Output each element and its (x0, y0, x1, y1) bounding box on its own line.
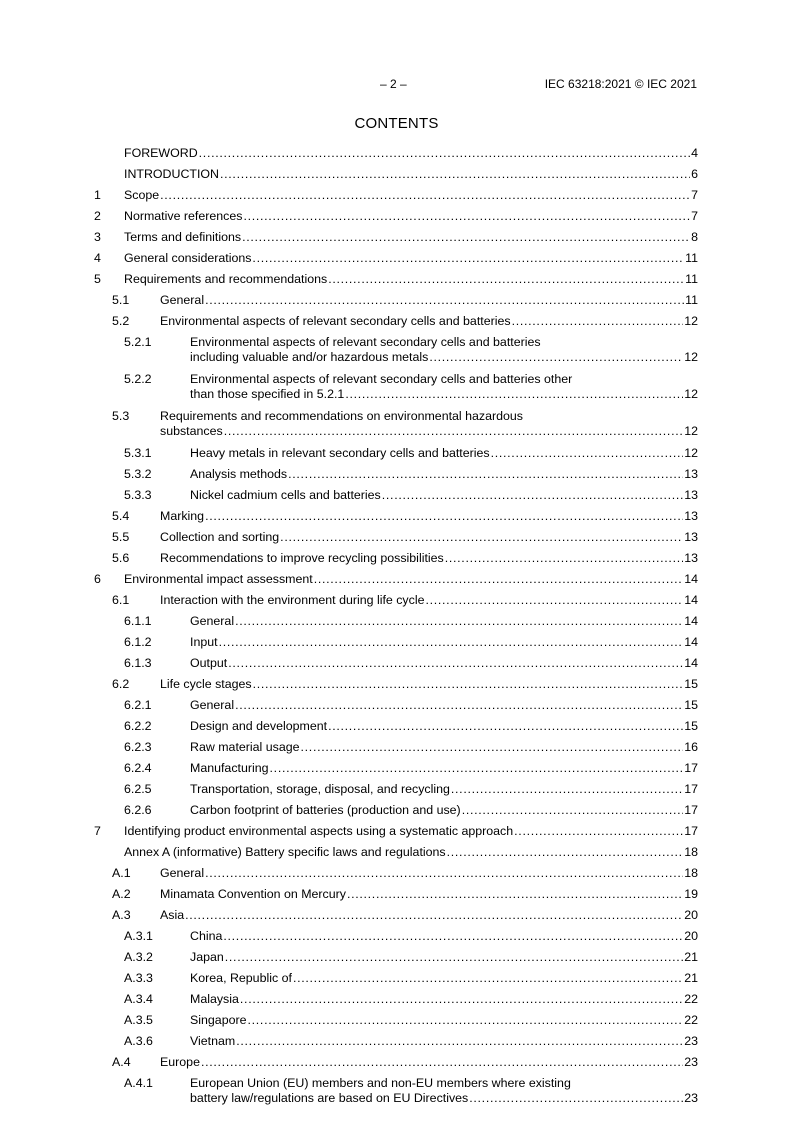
dot-leader (451, 782, 683, 797)
toc-entry-title: Korea, Republic of (190, 971, 292, 985)
toc-page-number: 19 (684, 887, 698, 901)
dot-leader (270, 761, 684, 776)
toc-page-number: 7 (691, 188, 698, 202)
toc-entry-title: Japan (190, 950, 224, 964)
toc-entry[interactable] (94, 761, 698, 776)
toc-page-number: 18 (684, 845, 698, 859)
toc-entry[interactable] (94, 446, 698, 461)
dot-leader (491, 446, 684, 461)
dot-leader (328, 272, 684, 287)
toc-page-number: 22 (684, 992, 698, 1006)
dot-leader (347, 887, 683, 902)
toc-page-number: 17 (684, 803, 698, 817)
toc-page-number: 11 (685, 251, 698, 265)
toc-entry[interactable] (94, 866, 698, 881)
toc-entry[interactable] (94, 293, 698, 308)
toc-entry-title: Environmental aspects of relevant secondary cells and batteries (160, 314, 511, 328)
toc-page-number: 22 (684, 1013, 698, 1027)
toc-entry-number: A.3.2 (124, 950, 153, 964)
toc-entry[interactable] (94, 1013, 698, 1028)
dot-leader (429, 350, 683, 365)
dot-leader (228, 656, 683, 671)
toc-page-number: 13 (684, 551, 698, 565)
toc-page-number: 11 (685, 272, 698, 286)
toc-entry-title: Singapore (190, 1013, 247, 1027)
toc-entry-number: A.3.3 (124, 971, 153, 985)
toc-entry-number: 5.3.3 (124, 488, 152, 502)
toc-entry-title: Manufacturing (190, 761, 269, 775)
document-id: IEC 63218:2021 © IEC 2021 (544, 77, 697, 91)
toc-entry[interactable] (94, 740, 698, 755)
toc-entry-number: 6.2.1 (124, 698, 152, 712)
toc-page-number: 13 (684, 530, 698, 544)
toc-entry-number: 1 (94, 188, 101, 202)
toc-page-number: 15 (684, 698, 698, 712)
dot-leader (160, 188, 690, 203)
toc-page-number: 23 (684, 1034, 698, 1048)
toc-entry-title: General (160, 293, 205, 307)
toc-page-number: 21 (684, 950, 698, 964)
toc-entry-number: A.2 (112, 887, 131, 901)
dot-leader (328, 719, 683, 734)
toc-entry-title: Recommendations to improve recycling possibilities (160, 551, 444, 565)
toc-entry-title: Input (190, 635, 218, 649)
dot-leader (382, 488, 683, 503)
toc-entry-title: Nickel cadmium cells and batteries (190, 488, 381, 502)
toc-entry-number: A.4.1 (124, 1076, 153, 1090)
toc-entry-title: General considerations (124, 251, 252, 265)
toc-entry-number: A.3 (112, 908, 131, 922)
toc-entry-title: Design and development (190, 719, 328, 733)
toc-page-number: 8 (691, 230, 698, 244)
toc-entry-title: Heavy metals in relevant secondary cells and batteries (190, 446, 490, 460)
dot-leader (236, 1034, 683, 1049)
toc-entry-number (94, 146, 124, 161)
dot-leader (469, 1091, 683, 1106)
toc-entry-title: battery law/regulations are based on EU Directives (190, 1091, 469, 1105)
toc-entry-title: Requirements and recommendations (124, 272, 328, 286)
toc-entry-number: 5.3 (112, 409, 130, 423)
toc-entry[interactable] (94, 950, 698, 965)
toc-entry[interactable] (94, 992, 698, 1007)
dot-leader (280, 530, 683, 545)
toc-entry[interactable] (94, 698, 698, 713)
toc-entry-title: substances (160, 424, 223, 438)
toc-entry[interactable] (94, 167, 698, 182)
toc-page-number: 4 (691, 146, 698, 160)
toc-entry[interactable] (94, 209, 698, 224)
dot-leader (288, 467, 683, 482)
toc-page-number: 12 (684, 387, 698, 401)
toc-entry[interactable] (94, 488, 698, 503)
dot-leader (445, 551, 683, 566)
page-header (0, 77, 793, 93)
toc-entry-title: Requirements and recommendations on environmental hazardous (160, 409, 523, 423)
toc-page-number: 7 (691, 209, 698, 223)
toc-entry-title: Malaysia (190, 992, 239, 1006)
toc-entry-number: 5.5 (112, 530, 130, 544)
toc-entry-number (94, 845, 124, 860)
toc-entry[interactable] (94, 908, 698, 923)
toc-page-number: 23 (684, 1091, 698, 1105)
toc-page-number: 12 (684, 424, 698, 438)
toc-page-number: 14 (684, 593, 698, 607)
toc-entry[interactable] (94, 971, 698, 986)
dot-leader (240, 992, 683, 1007)
toc-entry-number: 6.2.3 (124, 740, 152, 754)
toc-entry[interactable] (94, 929, 698, 944)
toc-entry-title: European Union (EU) members and non-EU members where existing (190, 1076, 571, 1090)
toc-entry-title: China (190, 929, 223, 943)
dot-leader (301, 740, 684, 755)
toc-entry-title: Minamata Convention on Mercury (160, 887, 346, 901)
toc-entry[interactable] (94, 188, 698, 203)
dot-leader (462, 803, 684, 818)
toc-entry[interactable] (94, 572, 698, 587)
toc-entry-number: 5 (94, 272, 101, 286)
toc-page-number: 12 (684, 446, 698, 460)
toc-entry-number: 5.2.1 (124, 335, 152, 349)
toc-entry[interactable] (94, 887, 698, 902)
toc-page-number: 13 (684, 467, 698, 481)
dot-leader (199, 146, 690, 161)
toc-entry-number: 6.2.2 (124, 719, 152, 733)
toc-page-number: 23 (684, 1055, 698, 1069)
dot-leader (243, 209, 690, 224)
toc-entry-number: 6.1.2 (124, 635, 152, 649)
toc-entry-number (94, 167, 124, 182)
toc-entry-number: 6.2 (112, 677, 130, 691)
toc-entry[interactable] (94, 551, 698, 566)
dot-leader (220, 167, 690, 182)
dot-leader (205, 509, 683, 524)
dot-leader (225, 950, 683, 965)
toc-entry-title: FOREWORD (124, 146, 198, 160)
toc-entry-number: A.3.5 (124, 1013, 153, 1027)
toc-entry[interactable] (94, 146, 698, 161)
toc-entry-number: 6 (94, 572, 101, 586)
toc-entry[interactable] (94, 314, 698, 329)
toc-entry[interactable] (94, 803, 698, 818)
toc-entry[interactable] (94, 409, 698, 439)
toc-entry-title: Collection and sorting (160, 530, 280, 544)
dot-leader (205, 866, 683, 881)
toc-page-number: 13 (684, 488, 698, 502)
dot-leader (223, 929, 683, 944)
dot-leader (242, 230, 690, 245)
toc-page-number: 12 (684, 350, 698, 364)
dot-leader (235, 614, 683, 629)
dot-leader (514, 824, 683, 839)
dot-leader (253, 677, 684, 692)
dot-leader (345, 387, 683, 402)
dot-leader (185, 908, 683, 923)
toc-entry-number: 5.3.2 (124, 467, 152, 481)
toc-entry[interactable] (94, 845, 698, 860)
toc-entry[interactable] (94, 614, 698, 629)
toc-entry[interactable] (94, 1076, 698, 1106)
toc-entry-number: 5.6 (112, 551, 130, 565)
toc-entry[interactable] (94, 509, 698, 524)
toc-page-number: 13 (684, 509, 698, 523)
toc-page-number: 18 (684, 866, 698, 880)
toc-entry-title: including valuable and/or hazardous metals (190, 350, 429, 364)
toc-entry-number: 6.2.6 (124, 803, 152, 817)
toc-entry-number: A.3.6 (124, 1034, 153, 1048)
toc-entry[interactable] (94, 656, 698, 671)
toc-page-number: 21 (684, 971, 698, 985)
toc-page-number: 17 (684, 824, 698, 838)
toc-entry[interactable] (94, 251, 698, 266)
toc-entry[interactable] (94, 467, 698, 482)
toc-entry-number: 6.2.5 (124, 782, 152, 796)
toc-entry-number: 5.2 (112, 314, 130, 328)
dot-leader (252, 251, 684, 266)
toc-entry-title: General (190, 614, 235, 628)
toc-entry-title: Carbon footprint of batteries (production and use) (190, 803, 461, 817)
dot-leader (235, 698, 683, 713)
toc-entry-title: Vietnam (190, 1034, 236, 1048)
toc-entry-title: Identifying product environmental aspects using a systematic approach (124, 824, 514, 838)
toc-entry[interactable] (94, 635, 698, 650)
toc-page-number: 12 (684, 314, 698, 328)
toc-entry-number: 2 (94, 209, 101, 223)
toc-entry-number: 4 (94, 251, 101, 265)
toc-entry-title: Raw material usage (190, 740, 300, 754)
toc-entry-number: 6.2.4 (124, 761, 152, 775)
toc-entry[interactable] (94, 530, 698, 545)
toc-page-number: 14 (684, 656, 698, 670)
toc-entry[interactable] (94, 677, 698, 692)
toc-page-number: 14 (684, 572, 698, 586)
toc-entry-title: Life cycle stages (160, 677, 252, 691)
toc-page-number: 15 (684, 677, 698, 691)
toc-entry[interactable] (94, 719, 698, 734)
toc-entry-number: 6.1 (112, 593, 130, 607)
toc-entry-number: A.3.1 (124, 929, 153, 943)
page-number: – 2 – (380, 77, 407, 91)
toc-entry-title: Europe (160, 1055, 200, 1069)
dot-leader (205, 293, 684, 308)
toc-entry[interactable] (94, 593, 698, 608)
dot-leader (219, 635, 684, 650)
dot-leader (512, 314, 684, 329)
toc-page-number: 14 (684, 635, 698, 649)
toc-page-number: 15 (684, 719, 698, 733)
toc-entry-number: 6.1.1 (124, 614, 152, 628)
page-title: CONTENTS (354, 115, 439, 132)
toc-entry-title: Scope (124, 188, 160, 202)
dot-leader (201, 1055, 683, 1070)
toc-entry-number: 7 (94, 824, 101, 838)
toc-entry-number: 5.3.1 (124, 446, 152, 460)
toc-entry-title: Analysis methods (190, 467, 288, 481)
dot-leader (425, 593, 683, 608)
toc-page-number: 20 (684, 929, 698, 943)
toc-entry-number: 6.1.3 (124, 656, 152, 670)
toc-entry-title: Output (190, 656, 228, 670)
toc-entry[interactable] (94, 272, 698, 287)
toc-page-number: 6 (691, 167, 698, 181)
toc-page-number: 20 (684, 908, 698, 922)
toc-entry-title: General (160, 866, 205, 880)
toc-entry[interactable] (94, 782, 698, 797)
toc-entry-title: Environmental impact assessment (124, 572, 313, 586)
toc-entry-title: Interaction with the environment during life cycle (160, 593, 425, 607)
toc-entry-number: 5.2.2 (124, 372, 152, 386)
toc-entry-number: 5.1 (112, 293, 130, 307)
toc-page-number: 16 (684, 740, 698, 754)
toc-entry[interactable] (94, 335, 698, 365)
toc-entry-title: Transportation, storage, disposal, and recycling (190, 782, 450, 796)
toc-entry-title: than those specified in 5.2.1 (190, 387, 345, 401)
toc-entry-number: A.4 (112, 1055, 131, 1069)
dot-leader (447, 845, 684, 860)
toc-entry-title: Marking (160, 509, 205, 523)
toc-entry-title: Asia (160, 908, 185, 922)
toc-entry[interactable] (94, 230, 698, 245)
dot-leader (224, 424, 684, 439)
dot-leader (314, 572, 684, 587)
toc-entry-title: Environmental aspects of relevant secondary cells and batteries (190, 335, 541, 349)
toc-page-number: 17 (684, 782, 698, 796)
toc-entry-title: Environmental aspects of relevant secondary cells and batteries other (190, 372, 573, 386)
toc-entry-number: 5.4 (112, 509, 130, 523)
toc-entry-number: A.1 (112, 866, 131, 880)
toc-entry[interactable] (94, 372, 698, 402)
toc-entry-title: INTRODUCTION (124, 167, 219, 181)
toc-entry[interactable] (94, 1034, 698, 1049)
toc-entry-number: A.3.4 (124, 992, 153, 1006)
toc-entry-title: General (190, 698, 235, 712)
dot-leader (248, 1013, 684, 1028)
toc-entry-title: Terms and definitions (124, 230, 242, 244)
toc-entry-number: 3 (94, 230, 101, 244)
toc-page-number: 14 (684, 614, 698, 628)
toc-entry[interactable] (94, 824, 698, 839)
toc-entry-title: Annex A (informative) Battery specific laws and regulations (124, 845, 446, 859)
toc-page-number: 17 (684, 761, 698, 775)
dot-leader (293, 971, 683, 986)
toc-page-number: 11 (685, 293, 698, 307)
toc-entry[interactable] (94, 1055, 698, 1070)
toc-entry-title: Normative references (124, 209, 243, 223)
